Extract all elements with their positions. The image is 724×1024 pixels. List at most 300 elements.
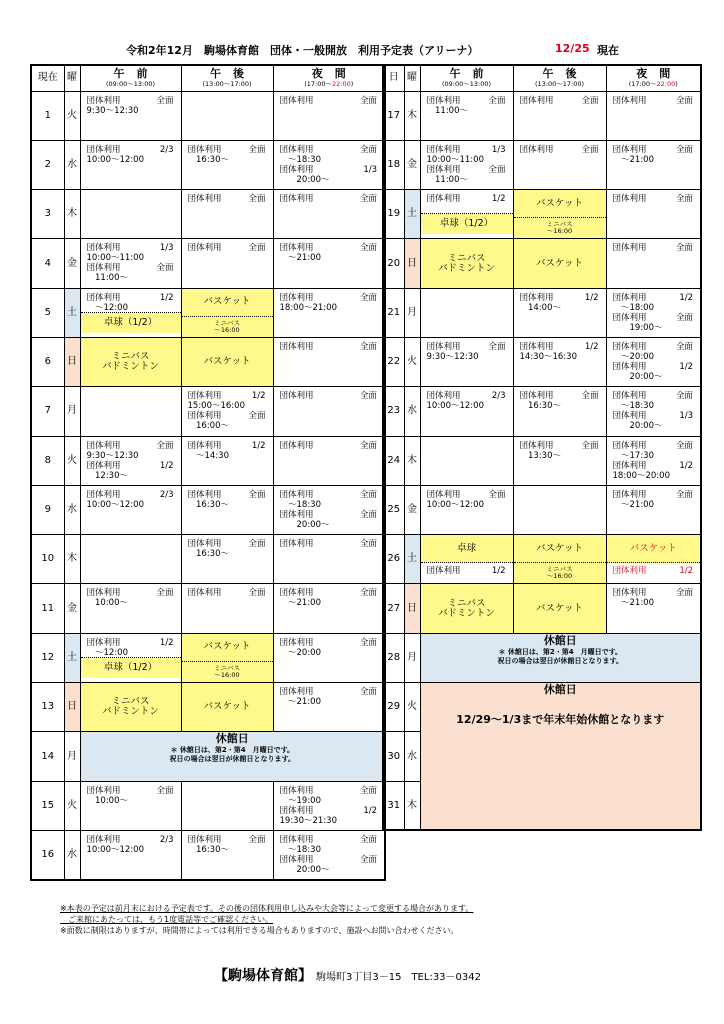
day-of-week: 火	[64, 781, 80, 830]
entry-time: 16:30～	[519, 401, 561, 412]
entry-time: 10:00～12:00	[426, 401, 484, 412]
entry-time: 12:30～	[86, 470, 128, 481]
night-cell	[273, 830, 385, 879]
day-of-week: 火	[404, 683, 420, 732]
table-row	[383, 91, 701, 140]
entry-time: 10:00～12:00	[86, 154, 144, 165]
table-row	[383, 633, 701, 682]
entry-time: ～17:30	[612, 450, 654, 461]
entry-time: ～21:00	[612, 154, 654, 165]
entry: 団体利用 全面	[519, 391, 599, 402]
table-row	[383, 535, 701, 584]
night-cell	[273, 239, 385, 288]
night-cell: バスケット 団体利用 1/2	[606, 535, 701, 584]
entry-time: ～18:30	[279, 844, 321, 855]
day-of-week: 日	[64, 683, 80, 732]
afternoon-cell	[181, 781, 273, 830]
entry: 団体利用 1/3	[279, 164, 377, 175]
footer	[214, 965, 481, 985]
afternoon-cell	[513, 535, 606, 584]
entry: 団体利用 全面	[187, 588, 266, 599]
minibasu-label: ミニバス ～16:00	[182, 662, 273, 682]
basket-label: バスケット	[182, 634, 273, 662]
day-number: 27	[383, 584, 404, 633]
day-number: 14	[31, 732, 64, 781]
day-number: 30	[383, 732, 404, 781]
table-row	[383, 387, 701, 436]
day-number: 24	[383, 436, 404, 485]
entry-time: 11:00～	[86, 273, 128, 284]
day-number: 26	[383, 535, 404, 584]
entry: 団体利用 全面	[612, 391, 693, 402]
entry-time: 19:30～21:30	[279, 815, 337, 826]
entry: 団体利用 全面	[279, 292, 377, 303]
day-of-week: 木	[404, 91, 420, 140]
day-number: 20	[383, 239, 404, 288]
day-of-week: 土	[64, 633, 80, 682]
morning-cell	[420, 288, 513, 337]
night-cell	[273, 584, 385, 633]
entry-time: ～18:30	[612, 401, 654, 412]
header-dow: 曜	[404, 65, 420, 91]
day-number: 16	[31, 830, 64, 879]
day-number: 5	[31, 288, 64, 337]
day-number: 7	[31, 387, 64, 436]
day-of-week: 水	[404, 387, 420, 436]
header-afternoon: 午後 (13:00～17:00)	[181, 65, 273, 91]
entry: 団体利用 全面	[279, 687, 377, 698]
entry-time: 19:00～	[612, 322, 663, 333]
entry-time: 20:00～	[279, 174, 330, 185]
table-row	[31, 485, 385, 534]
day-number: 28	[383, 633, 404, 682]
morning-cell	[420, 485, 513, 534]
night-cell	[606, 140, 701, 189]
entry: 団体利用 全面	[279, 194, 377, 205]
entry-time: 10:00～11:00	[426, 154, 484, 165]
closed-day-cell: 休館日 ＊ 休館日は、第2・第4 月曜日です。 祝日の場合は翌日が休館日となります。	[420, 633, 701, 682]
entry-time: ～21:00	[612, 499, 654, 510]
entry-time: ～18:30	[279, 154, 321, 165]
night-cell	[273, 337, 385, 386]
entry: 団体利用 全面	[519, 440, 599, 451]
day-number: 29	[383, 683, 404, 732]
entry: 団体利用 全面	[86, 785, 174, 796]
entry: 団体利用 全面	[279, 539, 377, 550]
entry: 団体利用 1/3	[86, 243, 174, 254]
table-row	[383, 683, 701, 732]
night-cell	[606, 239, 701, 288]
night-cell	[273, 288, 385, 337]
table-row	[383, 239, 701, 288]
day-number: 2	[31, 140, 64, 189]
day-number: 6	[31, 337, 64, 386]
table-row	[31, 781, 385, 830]
entry: 団体利用 全面	[279, 785, 377, 796]
day-number: 21	[383, 288, 404, 337]
afternoon-cell	[513, 485, 606, 534]
afternoon-cell	[181, 140, 273, 189]
morning-cell: ミニバス バドミントン	[80, 683, 181, 732]
afternoon-cell	[181, 584, 273, 633]
year-end-closed-cell: 休館日 12/29～1/3まで年末年始休館となります	[420, 683, 701, 831]
table-row	[31, 436, 385, 485]
table-row	[383, 288, 701, 337]
header-dow: 曜	[64, 65, 80, 91]
afternoon-cell	[181, 485, 273, 534]
entry-time: 9:30～12:30	[426, 351, 479, 362]
morning-cell	[80, 535, 181, 584]
entry: 団体利用 全面	[279, 391, 377, 402]
takkyu-label: 卓球（1/2）	[81, 658, 181, 678]
night-cell	[606, 337, 701, 386]
entry: 団体利用 全面	[612, 341, 693, 352]
entry: 団体利用 全面	[612, 312, 693, 323]
table-row	[31, 732, 385, 781]
entry: 団体利用 全面	[612, 95, 693, 106]
morning-cell	[420, 436, 513, 485]
table-row	[31, 830, 385, 879]
entry: 団体利用 1/2	[426, 194, 506, 205]
afternoon-cell	[513, 91, 606, 140]
entry-time: 10:00～12:00	[86, 499, 144, 510]
night-cell	[273, 387, 385, 436]
entry: 団体利用 1/2	[519, 341, 599, 352]
entry: 団体利用 1/2	[187, 391, 266, 402]
table-row	[31, 387, 385, 436]
takkyu-label: 卓球（1/2）	[81, 313, 181, 333]
afternoon-cell: バスケット	[181, 337, 273, 386]
entry: 団体利用 1/2	[612, 460, 693, 471]
afternoon-cell	[181, 436, 273, 485]
entry: 団体利用 全面	[519, 144, 599, 155]
entry: 団体利用 全面	[279, 489, 377, 500]
night-cell	[606, 387, 701, 436]
entry: 団体利用 2/3	[86, 144, 174, 155]
table-row	[31, 535, 385, 584]
note-3: ※面数に制限はありますが、時間帯によっては利用できる場合もありますので、施設へお問い合わせください。	[60, 926, 459, 935]
afternoon-cell	[181, 288, 273, 337]
header-afternoon: 午後 (13:00～17:00)	[513, 65, 606, 91]
entry: 団体利用 1/3	[426, 144, 506, 155]
entry-time: 14:30～16:30	[519, 351, 577, 362]
entry: 団体利用 全面	[612, 243, 693, 254]
basket-label: バスケット	[514, 190, 606, 218]
afternoon-cell: バスケット	[181, 683, 273, 732]
entry: 団体利用 全面	[279, 588, 377, 599]
night-cell	[273, 190, 385, 239]
takkyu-label: 卓球	[421, 535, 513, 563]
day-number: 22	[383, 337, 404, 386]
basket-label: バスケット	[182, 289, 273, 317]
entry: 団体利用 全面	[187, 834, 266, 845]
day-of-week: 土	[404, 535, 420, 584]
day-number: 8	[31, 436, 64, 485]
minibasu-label: ミニバス ～16:00	[182, 317, 273, 337]
entry: 団体利用 1/2	[279, 805, 377, 816]
afternoon-cell	[513, 387, 606, 436]
table-row	[31, 91, 385, 140]
entry: 団体利用 全面	[279, 144, 377, 155]
table-row	[383, 337, 701, 386]
entry-time: 20:00～	[279, 519, 330, 530]
entry: 団体利用 全面	[86, 440, 174, 451]
entry: 団体利用 1/3	[612, 411, 693, 422]
day-of-week: 金	[64, 584, 80, 633]
entry-time: 10:00～12:00	[426, 499, 484, 510]
morning-cell	[80, 633, 181, 682]
day-of-week: 木	[404, 436, 420, 485]
entry-time: 10:00～11:00	[86, 253, 144, 264]
afternoon-cell: バスケット	[513, 239, 606, 288]
table-row	[383, 584, 701, 633]
schedule-table-right	[382, 64, 702, 831]
day-of-week: 金	[404, 485, 420, 534]
afternoon-cell: バスケット	[513, 584, 606, 633]
day-number: 10	[31, 535, 64, 584]
morning-cell	[80, 190, 181, 239]
entry: 団体利用 全面	[279, 243, 377, 254]
header-morning: 午前 (09:00～13:00)	[420, 65, 513, 91]
entry: 団体利用 全面	[612, 588, 693, 599]
entry: 団体利用 1/2	[612, 361, 693, 372]
entry-time: 11:00～	[426, 174, 468, 185]
night-cell	[273, 535, 385, 584]
entry: 団体利用 全面	[279, 440, 377, 451]
night-cell	[606, 485, 701, 534]
table-row	[31, 190, 385, 239]
day-of-week: 水	[404, 732, 420, 781]
night-cell	[606, 288, 701, 337]
morning-cell	[80, 387, 181, 436]
entry: 団体利用 2/3	[426, 391, 506, 402]
entry: 団体利用 全面	[187, 243, 266, 254]
day-number: 31	[383, 781, 404, 830]
entry-time: 16:30～	[187, 499, 229, 510]
day-of-week: 火	[404, 337, 420, 386]
morning-cell	[420, 387, 513, 436]
morning-cell	[420, 535, 513, 584]
entry: 団体利用 1/2	[187, 440, 266, 451]
entry: 団体利用 1/2	[86, 637, 174, 648]
afternoon-cell	[181, 239, 273, 288]
minibasu-label: ミニバス ～16:00	[514, 563, 606, 583]
table-row	[383, 485, 701, 534]
entry: 団体利用 全面	[612, 440, 693, 451]
night-cell	[273, 140, 385, 189]
entry: 団体利用 全面	[279, 834, 377, 845]
afternoon-cell	[513, 436, 606, 485]
entry: 団体利用 1/2	[612, 292, 693, 303]
afternoon-cell	[513, 140, 606, 189]
afternoon-cell	[513, 337, 606, 386]
entry: 団体利用 全面	[426, 95, 506, 106]
day-number: 12	[31, 633, 64, 682]
day-of-week: 木	[64, 535, 80, 584]
entry-time: 9:30～12:30	[86, 450, 139, 461]
entry-time: ～12:00	[86, 302, 128, 313]
night-cell	[273, 436, 385, 485]
table-row	[31, 584, 385, 633]
entry: 団体利用 全面	[187, 489, 266, 500]
table-header	[31, 65, 385, 91]
day-number: 15	[31, 781, 64, 830]
day-number: 11	[31, 584, 64, 633]
page-title	[0, 42, 724, 60]
entry: 団体利用 全面	[279, 509, 377, 520]
entry: 団体利用 全面	[279, 95, 377, 106]
night-cell	[273, 633, 385, 682]
morning-cell	[80, 781, 181, 830]
basket-label: バスケット	[607, 535, 701, 563]
afternoon-cell	[513, 190, 606, 239]
day-of-week: 月	[64, 387, 80, 436]
day-of-week: 月	[404, 288, 420, 337]
day-of-week: 水	[64, 830, 80, 879]
day-number: 4	[31, 239, 64, 288]
night-cell	[606, 190, 701, 239]
entry: 団体利用 全面	[187, 194, 266, 205]
entry: 団体利用 全面	[519, 95, 599, 106]
table-row	[383, 190, 701, 239]
table-row	[31, 140, 385, 189]
entry: 団体利用 全面	[426, 341, 506, 352]
night-cell	[273, 683, 385, 732]
title-suffix: 現在	[597, 44, 619, 57]
table-row	[31, 633, 385, 682]
morning-cell	[80, 436, 181, 485]
entry: 団体利用 1/2	[86, 292, 174, 303]
day-number: 1	[31, 91, 64, 140]
morning-cell	[80, 239, 181, 288]
closed-day-cell: 休館日 ＊ 休館日は、第2・第4 月曜日です。 祝日の場合は翌日が休館日となります。	[80, 732, 385, 781]
entry: 団体利用 全面	[612, 144, 693, 155]
afternoon-cell	[181, 387, 273, 436]
night-cell	[606, 436, 701, 485]
note-1: ※本表の予定は前月末における予定表です。その後の団体利用申し込みや大会等によって変更する場合があります。	[60, 904, 474, 913]
table-row	[31, 683, 385, 732]
entry: 団体利用 1/2	[426, 566, 506, 577]
entry-time: 15:00～16:00	[187, 401, 245, 412]
morning-cell	[420, 91, 513, 140]
header-night: 夜間 (17:00～22:00)	[606, 65, 701, 91]
afternoon-cell	[181, 535, 273, 584]
table-row	[383, 436, 701, 485]
day-of-week: 日	[64, 337, 80, 386]
entry: 団体利用 全面	[612, 194, 693, 205]
facility-name: 【駒場体育館】	[214, 968, 312, 984]
entry-time: ～21:00	[279, 598, 321, 609]
afternoon-cell	[181, 91, 273, 140]
day-number: 25	[383, 485, 404, 534]
takkyu-label: 卓球（1/2）	[421, 214, 513, 234]
morning-cell	[420, 337, 513, 386]
night-cell	[273, 781, 385, 830]
entry: 団体利用 全面	[86, 95, 174, 106]
title-date: 12/25	[555, 42, 590, 55]
schedule-table-left	[30, 64, 386, 881]
day-number: 13	[31, 683, 64, 732]
entry-time: ～21:00	[279, 253, 321, 264]
entry-time: ～21:00	[279, 697, 321, 708]
day-number: 23	[383, 387, 404, 436]
entry: 団体利用 1/2	[86, 460, 174, 471]
day-number: 18	[383, 140, 404, 189]
morning-cell: ミニバス バドミントン	[420, 239, 513, 288]
entry: 団体利用 2/3	[86, 834, 174, 845]
day-of-week: 金	[64, 239, 80, 288]
entry: 団体利用 全面	[426, 489, 506, 500]
table-row	[31, 288, 385, 337]
entry: 団体利用 全面	[187, 539, 266, 550]
entry: 団体利用 全面	[612, 489, 693, 500]
entry: 団体利用 全面	[279, 854, 377, 865]
day-of-week: 木	[64, 190, 80, 239]
entry-time: ～19:00	[279, 795, 321, 806]
day-number: 3	[31, 190, 64, 239]
entry-time: 20:00～	[612, 371, 663, 382]
afternoon-cell	[181, 190, 273, 239]
entry: 団体利用 全面	[279, 637, 377, 648]
entry: 団体利用 全面	[426, 164, 506, 175]
morning-cell	[420, 140, 513, 189]
entry: 団体利用 2/3	[86, 489, 174, 500]
entry: 団体利用 全面	[279, 341, 377, 352]
morning-cell	[80, 140, 181, 189]
basket-label: バスケット	[514, 535, 606, 563]
table-row	[31, 239, 385, 288]
entry-time: 20:00～	[612, 421, 663, 432]
entry: 団体利用 全面	[187, 411, 266, 422]
header-day: 日	[383, 65, 404, 91]
day-number: 9	[31, 485, 64, 534]
entry: 団体利用 1/2	[519, 292, 599, 303]
header-genzai: 現在	[31, 65, 64, 91]
day-of-week: 日	[404, 239, 420, 288]
entry-time: ～21:00	[612, 598, 654, 609]
table-header	[383, 65, 701, 91]
entry-time: 16:30～	[187, 844, 229, 855]
entry-time: 16:00～	[187, 421, 229, 432]
afternoon-cell	[513, 288, 606, 337]
header-night: 夜間 (17:00～22:00)	[273, 65, 385, 91]
header-morning: 午前 (09:00～13:00)	[80, 65, 181, 91]
afternoon-cell	[181, 633, 273, 682]
day-of-week: 金	[404, 140, 420, 189]
day-of-week: 月	[64, 732, 80, 781]
afternoon-cell	[181, 830, 273, 879]
entry-time: 10:00～	[86, 795, 128, 806]
entry-time: 18:00～20:00	[612, 470, 670, 481]
morning-cell	[80, 288, 181, 337]
morning-cell	[80, 91, 181, 140]
morning-cell	[420, 190, 513, 239]
title-main: 令和2年12月 駒場体育館 団体・一般開放 利用予定表（アリーナ）	[126, 44, 479, 57]
entry-time: ～18:00	[612, 302, 654, 313]
entry: 団体利用 全面	[86, 263, 174, 274]
entry-time: 16:30～	[187, 154, 229, 165]
entry: 団体利用 全面	[86, 588, 174, 599]
entry: 団体利用 全面	[187, 144, 266, 155]
day-of-week: 火	[64, 436, 80, 485]
notes	[60, 903, 473, 936]
day-of-week: 月	[404, 633, 420, 682]
facility-address: 駒場町3丁目3－15 TEL:33－0342	[316, 972, 481, 983]
entry-time: 10:00～	[86, 598, 128, 609]
minibasu-label: ミニバス ～16:00	[514, 218, 606, 238]
morning-cell	[80, 485, 181, 534]
morning-cell	[80, 584, 181, 633]
